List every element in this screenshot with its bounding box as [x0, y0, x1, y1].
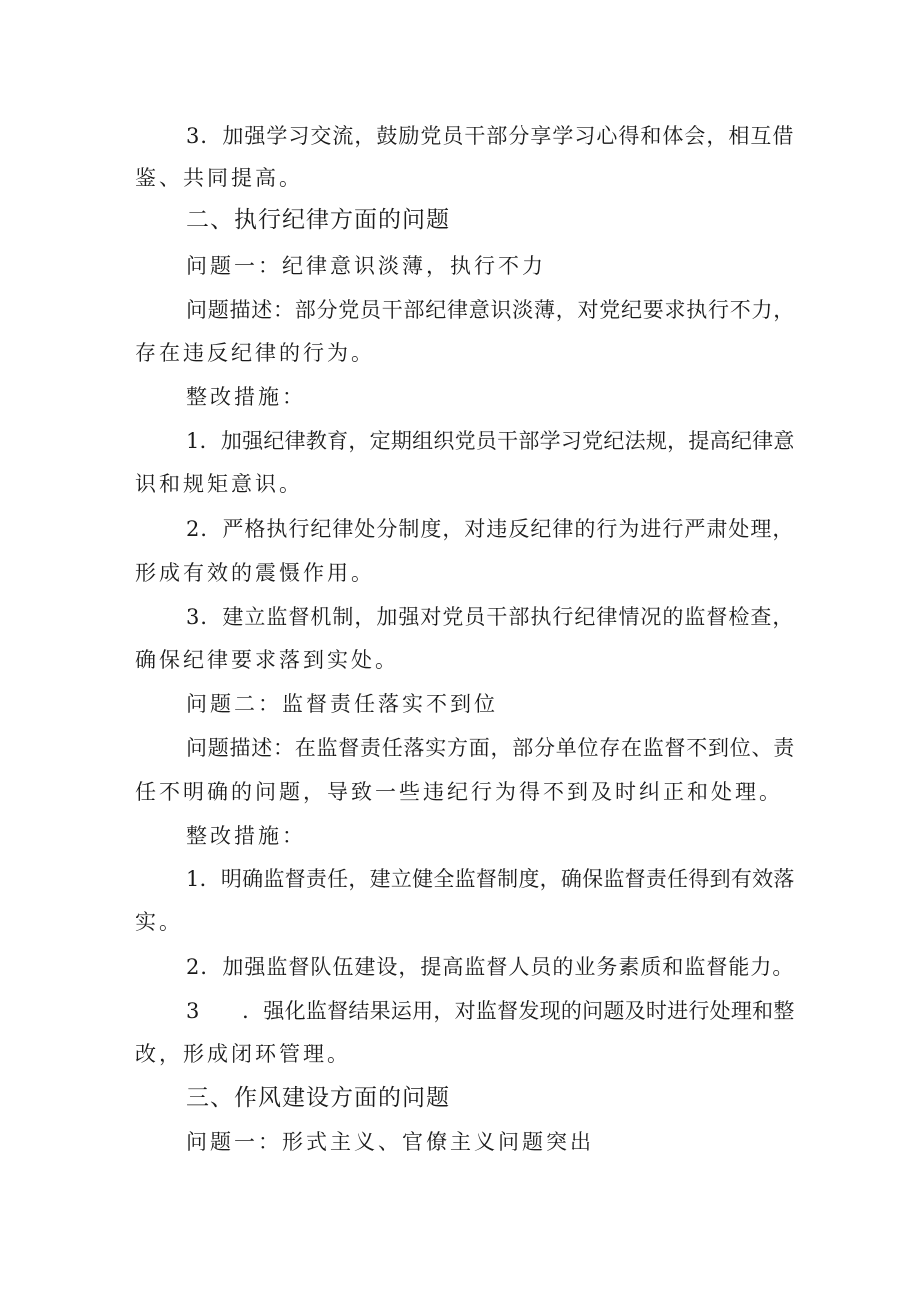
- issue-2-description-line-1: 问题描述：在监督责任落实方面，部分单位存在监督不到位、责: [186, 736, 795, 760]
- measures-label-1: 整改措施：: [186, 385, 306, 409]
- issue-2-description-line-2: 任不明确的问题，导致一些违纪行为得不到及时纠正和处理。: [135, 780, 783, 804]
- issue-1-description-line-1: 问题描述：部分党员干部纪律意识淡薄，对党纪要求执行不力，: [186, 298, 795, 322]
- measure-2-3-line-1: 3 ．强化监督结果运用，对监督发现的问题及时进行处理和整: [186, 999, 795, 1023]
- section-heading-3: 三、作风建设方面的问题: [186, 1085, 450, 1111]
- measures-label-2: 整改措施：: [186, 824, 306, 848]
- issue-1-description-line-2: 存在违反纪律的行为。: [135, 341, 375, 365]
- measure-2-1-line-2: 实。: [135, 910, 183, 934]
- measure-1-2-line-2: 形成有效的震慑作用。: [135, 561, 375, 585]
- measure-1-2-line-1: 2．严格执行纪律处分制度，对违反纪律的行为进行严肃处理，: [186, 517, 795, 541]
- measure-2-3-line-2: 改，形成闭环管理。: [135, 1042, 351, 1066]
- measure-3-line-2: 鉴、共同提高。: [135, 166, 303, 190]
- section-heading-2: 二、执行纪律方面的问题: [186, 207, 450, 233]
- measure-1-1-line-2: 识和规矩意识。: [135, 472, 303, 496]
- measure-1-3-line-1: 3．建立监督机制，加强对党员干部执行纪律情况的监督检查，: [186, 605, 795, 629]
- measure-2-2: 2．加强监督队伍建设，提高监督人员的业务素质和监督能力。: [186, 955, 795, 979]
- measure-2-1-line-1: 1．明确监督责任，建立健全监督制度，确保监督责任得到有效落: [186, 867, 795, 891]
- issue-2-title: 问题二：监督责任落实不到位: [186, 692, 498, 716]
- issue-3-title: 问题一：形式主义、官僚主义问题突出: [186, 1130, 594, 1154]
- measure-3-line-1: 3．加强学习交流，鼓励党员干部分享学习心得和体会，相互借: [186, 124, 795, 148]
- measure-1-1-line-1: 1．加强纪律教育，定期组织党员干部学习党纪法规，提高纪律意: [186, 429, 795, 453]
- issue-1-title: 问题一：纪律意识淡薄，执行不力: [186, 254, 546, 278]
- measure-1-3-line-2: 确保纪律要求落到实处。: [135, 648, 399, 672]
